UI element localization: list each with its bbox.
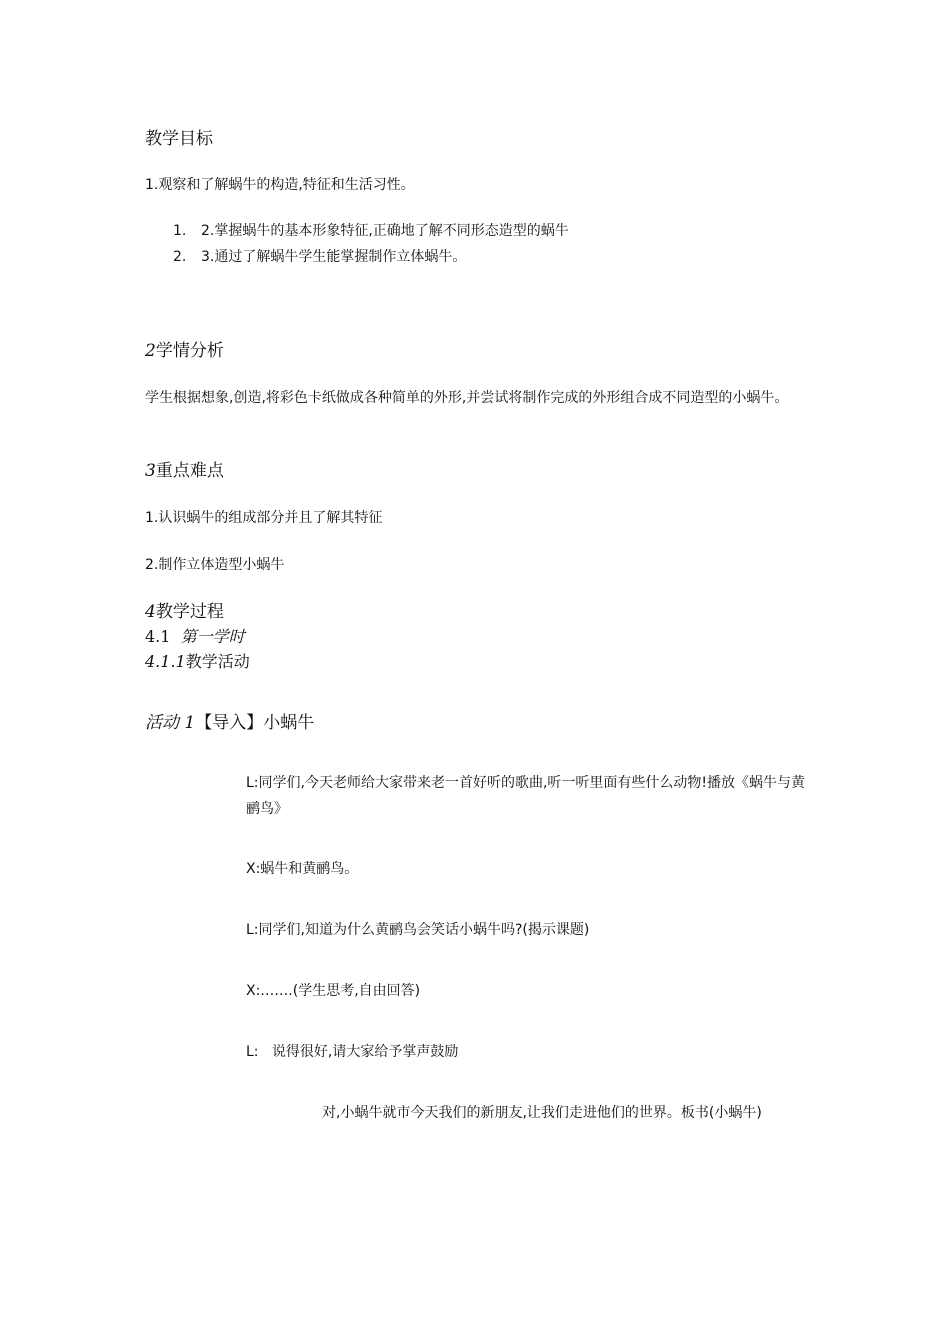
activity-title-text: 【导入】小蜗牛	[195, 713, 315, 733]
dialog-line: L: 说得很好,请大家给予掌声鼓励	[246, 1044, 459, 1060]
objective-list-item	[173, 246, 466, 268]
subsection-number: 4.1.1	[145, 652, 186, 671]
activity-title	[145, 712, 314, 734]
subsection-number: 4.1	[145, 627, 171, 646]
dialog-line: L:同学们,知道为什么黄鹂鸟会笑话小蜗牛吗?(揭示课题)	[246, 922, 590, 938]
subsection-activities	[145, 651, 250, 673]
subsection-title: 第一学时	[180, 627, 245, 646]
section-number: 4	[145, 602, 156, 622]
dialog-line: X:…….(学生思考,自由回答)	[246, 983, 421, 999]
dialog-line: X:蜗牛和黄鹂鸟。	[246, 861, 359, 877]
dialog-line-text: 对,小蜗牛就市今天我们的新朋友,让我们走进他们的世界。板书(小蜗牛)	[322, 1105, 762, 1121]
list-marker: 1.	[173, 223, 187, 239]
subsection-title: 教学活动	[185, 652, 250, 671]
dialog-line-indented	[246, 1100, 806, 1126]
list-marker: 2.	[173, 249, 187, 265]
objective-list-item	[173, 220, 569, 242]
section-title-text: 教学过程	[155, 602, 224, 622]
section-title-text: 学情分析	[155, 341, 224, 361]
section-title-text: 重点难点	[155, 461, 224, 481]
section-title-process	[145, 601, 224, 623]
objective-intro: 1.观察和了解蜗牛的构造,特征和生活习性。	[145, 177, 415, 193]
analysis-paragraph: 学生根据想象,创造,将彩色卡纸做成各种简单的外形,并尝试将制作完成的外形组合成不同造型的小蜗牛。	[145, 390, 789, 406]
section-title-text: 教学目标	[145, 129, 213, 149]
section-number: 3	[145, 461, 156, 481]
list-item-text: 3.通过了解蜗牛学生能掌握制作立体蜗牛。	[201, 249, 467, 265]
activity-prefix: 活动 1	[145, 713, 196, 733]
key-point-item: 2.制作立体造型小蜗牛	[145, 557, 285, 573]
dialog-line: L:同学们,今天老师给大家带来老一首好听的歌曲,听一听里面有些什么动物!播放《蜗牛与黄鹂鸟》	[246, 775, 806, 817]
section-number: 2	[145, 341, 156, 361]
key-point-item: 1.认识蜗牛的组成部分并且了解其特征	[145, 510, 383, 526]
subsection-first-lesson	[145, 626, 245, 648]
list-item-text: 2.掌握蜗牛的基本形象特征,正确地了解不同形态造型的蜗牛	[201, 223, 569, 239]
section-title-analysis	[145, 340, 224, 362]
section-title-key-points	[145, 460, 224, 482]
section-title-objectives	[145, 128, 213, 150]
